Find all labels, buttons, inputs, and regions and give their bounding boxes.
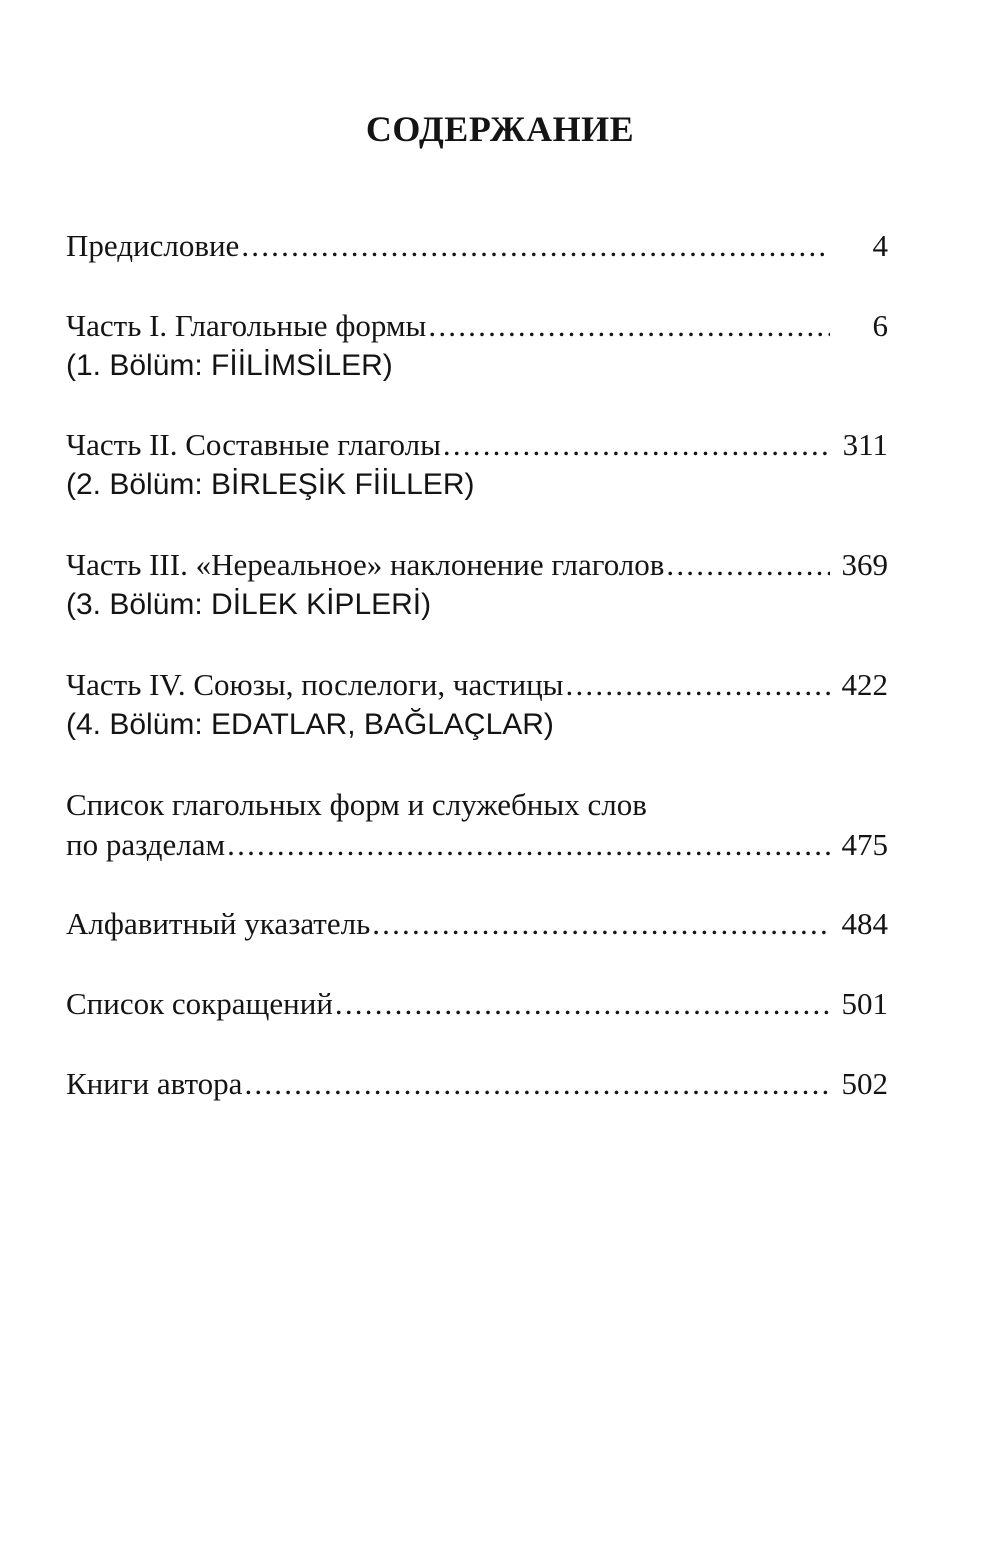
dot-leader bbox=[335, 984, 830, 1024]
toc-entry-subtitle: (3. Bölüm: DİLEK KİPLERİ) bbox=[66, 588, 432, 621]
toc-entry-label: Алфавитный указатель bbox=[66, 906, 371, 941]
toc-line bbox=[66, 984, 888, 1024]
toc-page-number: 369 bbox=[841, 547, 888, 582]
toc-entry-label: Книги автора bbox=[66, 1066, 243, 1101]
toc-line bbox=[66, 425, 888, 465]
toc-entry-subtitle: (2. Bölüm: BİRLEŞİK FİİLLER) bbox=[66, 468, 475, 501]
toc-line bbox=[66, 665, 888, 705]
toc-page-number: 311 bbox=[842, 427, 888, 462]
toc-entry-part-1 bbox=[66, 306, 888, 386]
toc-entry-verb-forms-list bbox=[66, 785, 888, 865]
dot-leader bbox=[666, 545, 830, 585]
toc-entry-label: по разделам bbox=[66, 827, 226, 862]
toc-entry-label: Часть II. Составные глаголы bbox=[66, 427, 441, 462]
toc-entry-label: Часть IV. Союзы, послелоги, частицы bbox=[66, 667, 564, 702]
toc-entry-part-2 bbox=[66, 425, 888, 505]
toc-entry-label: Список сокращений bbox=[66, 986, 333, 1021]
dot-leader bbox=[428, 306, 830, 346]
dot-leader bbox=[244, 1064, 830, 1104]
toc-entry-index bbox=[66, 904, 888, 944]
toc-page-number: 422 bbox=[841, 667, 888, 702]
toc-entry-author-books bbox=[66, 1064, 888, 1104]
toc-page-number: 475 bbox=[841, 827, 888, 862]
toc-entry-subtitle: (4. Bölüm: EDATLAR, BAĞLAÇLAR) bbox=[66, 708, 554, 741]
toc-entry-subtitle: (1. Bölüm: FİİLİMSİLER) bbox=[66, 349, 393, 382]
dot-leader bbox=[566, 665, 830, 705]
toc-entry-label: Предисловие bbox=[66, 228, 240, 263]
dot-leader bbox=[241, 226, 830, 266]
toc-page-number: 502 bbox=[841, 1066, 888, 1101]
toc-entry-label: Часть I. Глагольные формы bbox=[66, 308, 427, 343]
dot-leader bbox=[227, 825, 830, 865]
toc-line bbox=[66, 306, 888, 346]
toc-line bbox=[66, 545, 888, 585]
toc-entry-part-4 bbox=[66, 665, 888, 745]
toc-page-number: 501 bbox=[841, 986, 888, 1021]
toc-entry-label-line1: Список глагольных форм и служебных слов bbox=[66, 787, 647, 822]
dot-leader bbox=[443, 425, 830, 465]
toc-entry-label: Часть III. «Нереальное» наклонение глаголов bbox=[66, 547, 665, 582]
toc-page-number: 484 bbox=[841, 906, 888, 941]
toc-line bbox=[66, 785, 888, 825]
toc-page-number: 4 bbox=[872, 228, 888, 263]
dot-leader bbox=[372, 904, 830, 944]
toc-line bbox=[66, 1064, 888, 1104]
toc-page-number: 6 bbox=[872, 308, 888, 343]
toc-line bbox=[66, 226, 888, 266]
toc-line bbox=[66, 825, 888, 865]
toc-line bbox=[66, 904, 888, 944]
page-title: СОДЕРЖАНИЕ bbox=[365, 109, 635, 149]
toc-entry-preface bbox=[66, 226, 888, 266]
toc-entry-abbreviations bbox=[66, 984, 888, 1024]
toc-entry-part-3 bbox=[66, 545, 888, 625]
